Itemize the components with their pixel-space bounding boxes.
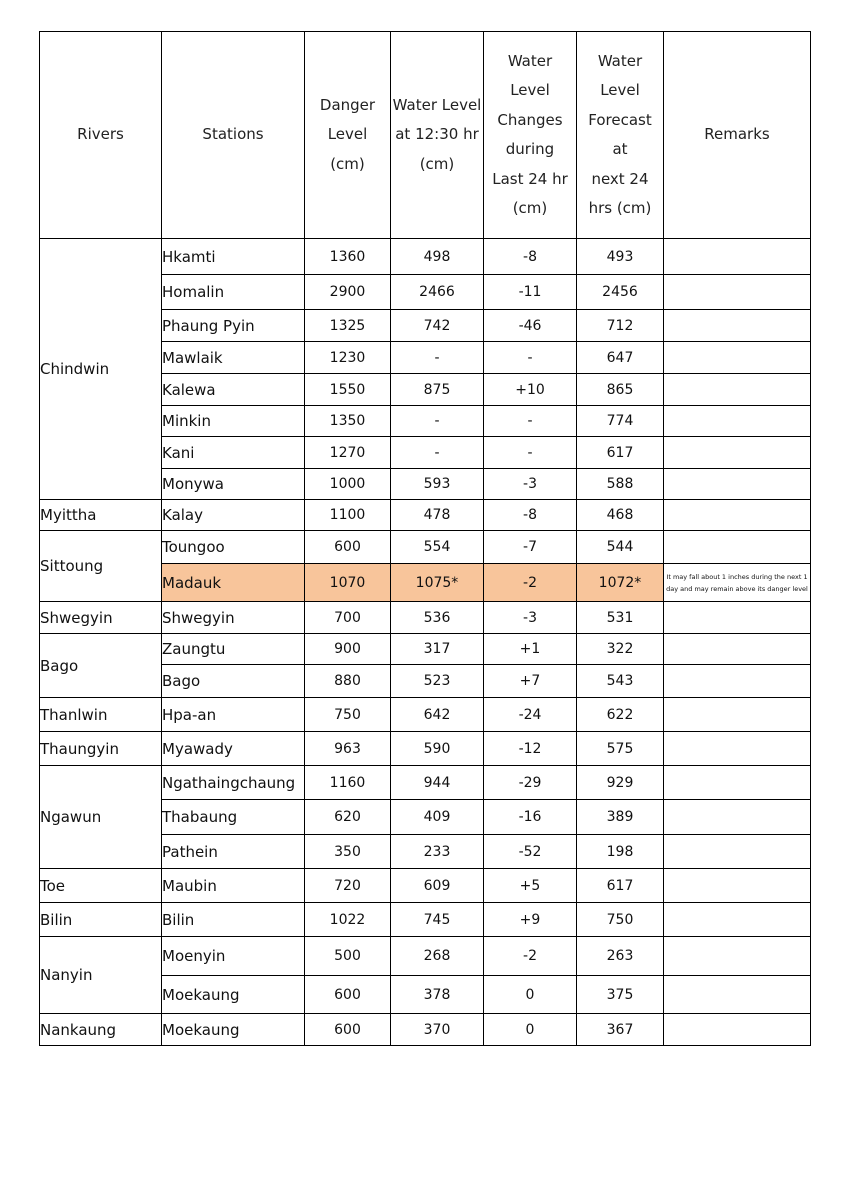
remark-cell — [664, 903, 811, 937]
station-cell: Ngathaingchaung — [162, 766, 305, 800]
header-level-changes: Water Level Changes during Last 24 hr (cm) — [484, 32, 577, 239]
remark-cell — [664, 500, 811, 531]
remark-cell — [664, 634, 811, 665]
danger-level-cell: 2900 — [305, 275, 391, 310]
water-level-cell: 268 — [391, 937, 484, 976]
water-level-cell: 944 — [391, 766, 484, 800]
danger-level-cell: 1022 — [305, 903, 391, 937]
forecast-cell: 712 — [577, 310, 664, 342]
station-cell: Madauk — [162, 564, 305, 602]
remark-cell — [664, 732, 811, 766]
remark-cell — [664, 239, 811, 275]
table-row — [40, 903, 811, 937]
station-cell: Kalewa — [162, 374, 305, 406]
station-cell: Kani — [162, 437, 305, 469]
danger-level-cell: 700 — [305, 602, 391, 634]
forecast-cell: 389 — [577, 800, 664, 835]
river-cell: Shwegyin — [40, 602, 162, 634]
river-cell: Nankaung — [40, 1014, 162, 1046]
table-row — [40, 634, 811, 665]
forecast-cell: 2456 — [577, 275, 664, 310]
forecast-cell: 322 — [577, 634, 664, 665]
forecast-cell: 750 — [577, 903, 664, 937]
level-change-cell: -2 — [484, 564, 577, 602]
river-cell: Bago — [40, 634, 162, 698]
forecast-cell: 575 — [577, 732, 664, 766]
forecast-cell: 544 — [577, 531, 664, 564]
danger-level-cell: 600 — [305, 1014, 391, 1046]
station-cell: Bago — [162, 665, 305, 698]
forecast-cell: 493 — [577, 239, 664, 275]
level-change-cell: +9 — [484, 903, 577, 937]
level-change-cell: - — [484, 406, 577, 437]
forecast-cell: 865 — [577, 374, 664, 406]
remark-cell — [664, 766, 811, 800]
forecast-cell: 531 — [577, 602, 664, 634]
danger-level-cell: 600 — [305, 976, 391, 1014]
header-remarks: Remarks — [664, 32, 811, 239]
river-cell: Toe — [40, 869, 162, 903]
danger-level-cell: 1160 — [305, 766, 391, 800]
water-level-cell: 378 — [391, 976, 484, 1014]
danger-level-cell: 500 — [305, 937, 391, 976]
remark-cell — [664, 665, 811, 698]
station-cell: Minkin — [162, 406, 305, 437]
water-level-cell: 590 — [391, 732, 484, 766]
water-level-cell: 233 — [391, 835, 484, 869]
water-level-cell: 745 — [391, 903, 484, 937]
station-cell: Bilin — [162, 903, 305, 937]
forecast-cell: 617 — [577, 869, 664, 903]
table-row — [40, 732, 811, 766]
danger-level-cell: 1270 — [305, 437, 391, 469]
forecast-cell: 198 — [577, 835, 664, 869]
danger-level-cell: 1000 — [305, 469, 391, 500]
river-cell: Ngawun — [40, 766, 162, 869]
river-cell: Sittoung — [40, 531, 162, 602]
level-change-cell: +5 — [484, 869, 577, 903]
forecast-cell: 617 — [577, 437, 664, 469]
level-change-cell: -7 — [484, 531, 577, 564]
station-cell: Zaungtu — [162, 634, 305, 665]
danger-level-cell: 963 — [305, 732, 391, 766]
forecast-cell: 1072* — [577, 564, 664, 602]
header-forecast: Water Level Forecast at next 24 hrs (cm) — [577, 32, 664, 239]
station-cell: Moenyin — [162, 937, 305, 976]
forecast-cell: 774 — [577, 406, 664, 437]
remark-cell — [664, 437, 811, 469]
level-change-cell: -24 — [484, 698, 577, 732]
remark-cell — [664, 937, 811, 976]
table-row — [40, 500, 811, 531]
station-cell: Phaung Pyin — [162, 310, 305, 342]
river-cell: Thaungyin — [40, 732, 162, 766]
water-level-cell: 875 — [391, 374, 484, 406]
table-row — [40, 869, 811, 903]
forecast-cell: 622 — [577, 698, 664, 732]
danger-level-cell: 750 — [305, 698, 391, 732]
water-level-cell: 523 — [391, 665, 484, 698]
level-change-cell: -11 — [484, 275, 577, 310]
water-level-cell: 536 — [391, 602, 484, 634]
forecast-cell: 647 — [577, 342, 664, 374]
remark-cell — [664, 374, 811, 406]
river-cell: Bilin — [40, 903, 162, 937]
danger-level-cell: 1325 — [305, 310, 391, 342]
table-row — [40, 766, 811, 800]
remark-cell — [664, 602, 811, 634]
level-change-cell: -16 — [484, 800, 577, 835]
header-water-level: Water Level at 12:30 hr (cm) — [391, 32, 484, 239]
remark-cell — [664, 698, 811, 732]
level-change-cell: - — [484, 342, 577, 374]
remark-cell — [664, 531, 811, 564]
water-level-cell: - — [391, 406, 484, 437]
river-cell: Thanlwin — [40, 698, 162, 732]
danger-level-cell: 1230 — [305, 342, 391, 374]
table-row — [40, 602, 811, 634]
remark-cell — [664, 869, 811, 903]
remark-cell — [664, 835, 811, 869]
remark-cell — [664, 342, 811, 374]
table-body — [40, 239, 811, 1046]
station-cell: Kalay — [162, 500, 305, 531]
danger-level-cell: 880 — [305, 665, 391, 698]
remark-cell — [664, 469, 811, 500]
table-row — [40, 1014, 811, 1046]
danger-level-cell: 600 — [305, 531, 391, 564]
danger-level-cell: 1550 — [305, 374, 391, 406]
forecast-cell: 375 — [577, 976, 664, 1014]
river-cell: Nanyin — [40, 937, 162, 1014]
danger-level-cell: 620 — [305, 800, 391, 835]
station-cell: Moekaung — [162, 1014, 305, 1046]
remark-cell — [664, 310, 811, 342]
water-level-cell: 642 — [391, 698, 484, 732]
table-row — [40, 531, 811, 564]
station-cell: Thabaung — [162, 800, 305, 835]
remark-cell — [664, 406, 811, 437]
river-cell: Chindwin — [40, 239, 162, 500]
water-level-cell: 317 — [391, 634, 484, 665]
danger-level-cell: 720 — [305, 869, 391, 903]
station-cell: Toungoo — [162, 531, 305, 564]
station-cell: Myawady — [162, 732, 305, 766]
level-change-cell: 0 — [484, 976, 577, 1014]
forecast-cell: 588 — [577, 469, 664, 500]
water-level-cell: 409 — [391, 800, 484, 835]
level-change-cell: -8 — [484, 500, 577, 531]
water-level-cell: - — [391, 437, 484, 469]
forecast-cell: 263 — [577, 937, 664, 976]
level-change-cell: -29 — [484, 766, 577, 800]
remark-cell — [664, 275, 811, 310]
station-cell: Maubin — [162, 869, 305, 903]
level-change-cell: -2 — [484, 937, 577, 976]
header-rivers: Rivers — [40, 32, 162, 239]
level-change-cell: +7 — [484, 665, 577, 698]
river-cell: Myittha — [40, 500, 162, 531]
station-cell: Monywa — [162, 469, 305, 500]
forecast-cell: 367 — [577, 1014, 664, 1046]
level-change-cell: -3 — [484, 469, 577, 500]
water-level-cell: 742 — [391, 310, 484, 342]
station-cell: Pathein — [162, 835, 305, 869]
water-level-cell: 370 — [391, 1014, 484, 1046]
remark-cell — [664, 800, 811, 835]
level-change-cell: +10 — [484, 374, 577, 406]
station-cell: Mawlaik — [162, 342, 305, 374]
level-change-cell: -52 — [484, 835, 577, 869]
station-cell: Hpa-an — [162, 698, 305, 732]
level-change-cell: 0 — [484, 1014, 577, 1046]
danger-level-cell: 1070 — [305, 564, 391, 602]
forecast-cell: 929 — [577, 766, 664, 800]
water-level-cell: 593 — [391, 469, 484, 500]
remark-cell — [664, 976, 811, 1014]
remark-cell — [664, 1014, 811, 1046]
level-change-cell: -8 — [484, 239, 577, 275]
station-cell: Moekaung — [162, 976, 305, 1014]
station-cell: Homalin — [162, 275, 305, 310]
station-cell: Shwegyin — [162, 602, 305, 634]
danger-level-cell: 350 — [305, 835, 391, 869]
forecast-cell: 543 — [577, 665, 664, 698]
level-change-cell: -46 — [484, 310, 577, 342]
remark-cell: It may fall about 1 inches during the next 1 day and may remain above its danger level — [664, 564, 811, 602]
header-row — [40, 32, 811, 239]
header-stations: Stations — [162, 32, 305, 239]
water-level-table — [39, 31, 811, 1046]
water-level-cell: 498 — [391, 239, 484, 275]
level-change-cell: - — [484, 437, 577, 469]
table-row — [40, 937, 811, 976]
level-change-cell: +1 — [484, 634, 577, 665]
water-level-cell: 478 — [391, 500, 484, 531]
water-level-cell: 554 — [391, 531, 484, 564]
forecast-cell: 468 — [577, 500, 664, 531]
level-change-cell: -12 — [484, 732, 577, 766]
station-cell: Hkamti — [162, 239, 305, 275]
table-row — [40, 239, 811, 275]
danger-level-cell: 1350 — [305, 406, 391, 437]
level-change-cell: -3 — [484, 602, 577, 634]
water-level-cell: 609 — [391, 869, 484, 903]
water-level-cell: - — [391, 342, 484, 374]
table-row — [40, 698, 811, 732]
danger-level-cell: 1360 — [305, 239, 391, 275]
water-level-cell: 2466 — [391, 275, 484, 310]
danger-level-cell: 1100 — [305, 500, 391, 531]
danger-level-cell: 900 — [305, 634, 391, 665]
header-danger-level: Danger Level (cm) — [305, 32, 391, 239]
water-level-cell: 1075* — [391, 564, 484, 602]
